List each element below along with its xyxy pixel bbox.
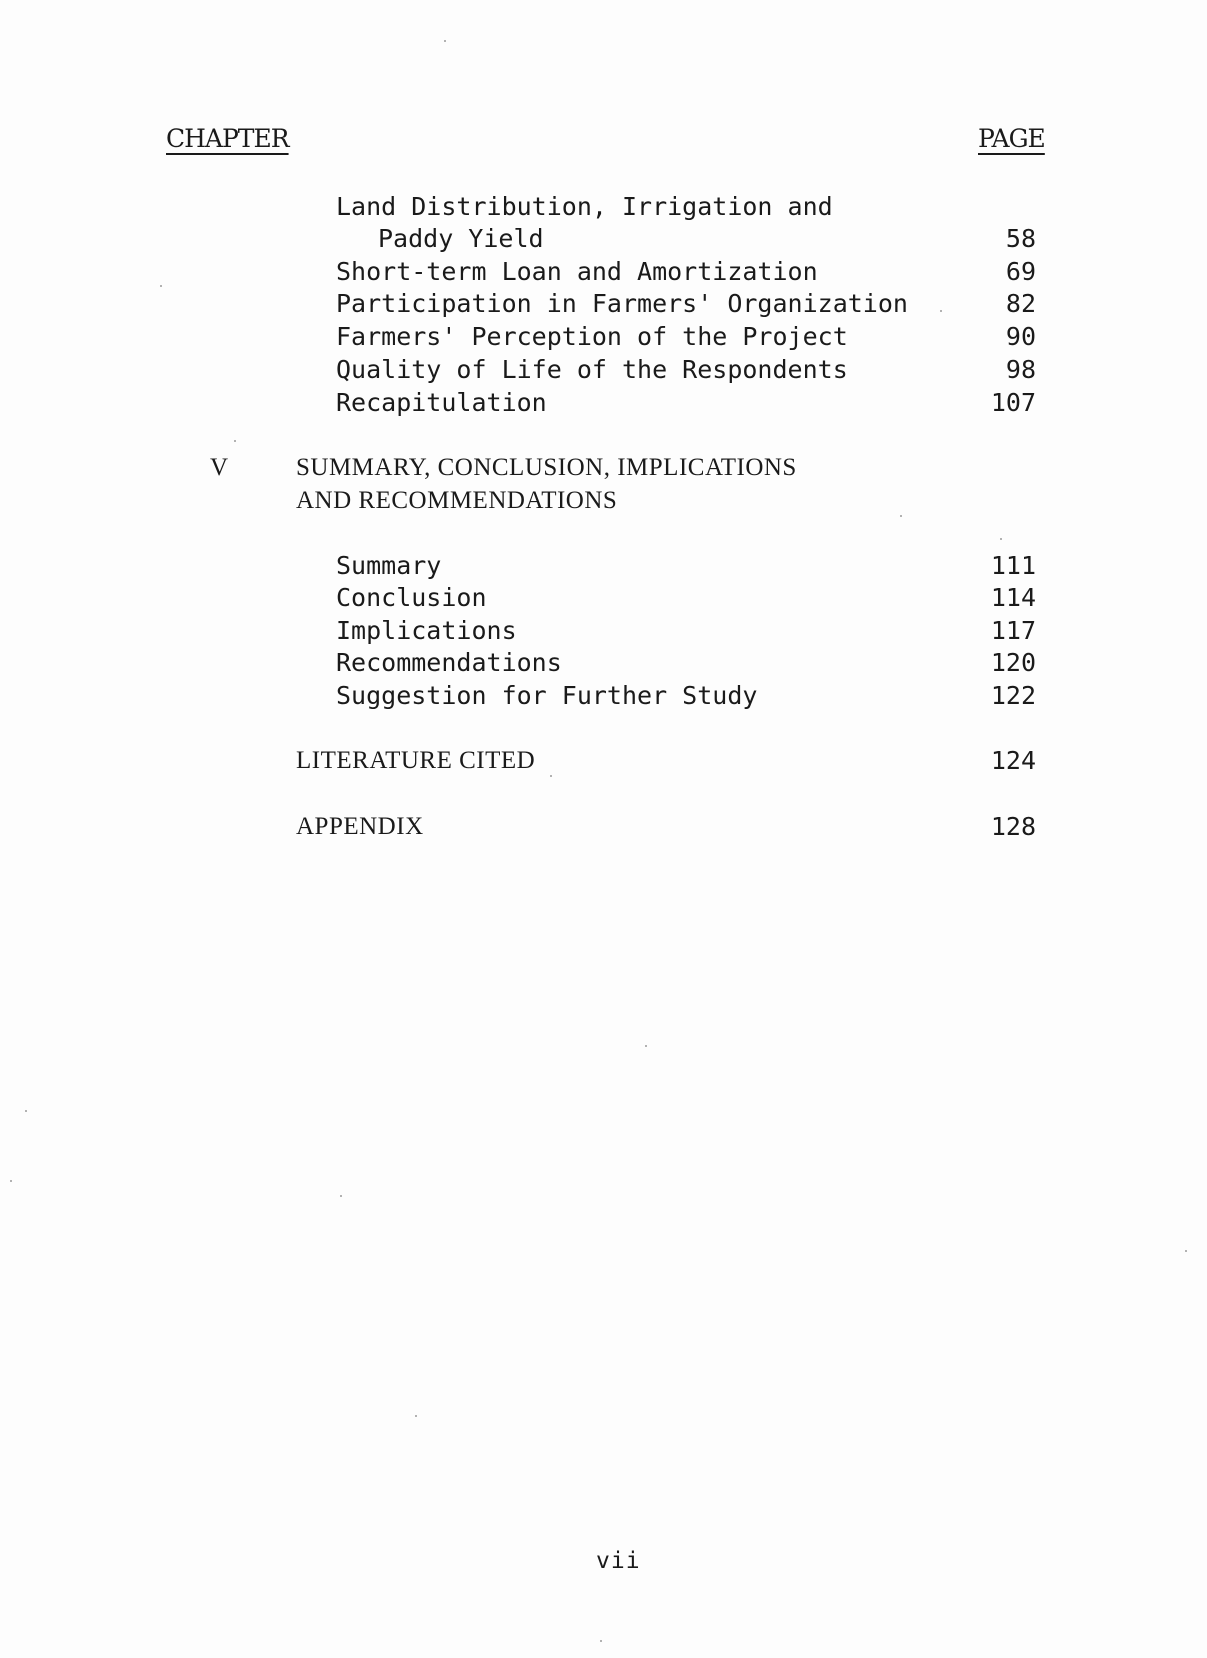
scan-speck — [550, 775, 552, 777]
toc-entry: Short-term Loan and Amortization — [336, 257, 818, 286]
toc-page-number: 122 — [990, 681, 1036, 710]
scan-speck — [1000, 538, 1002, 540]
chapter-numeral: V — [210, 454, 229, 481]
scan-speck — [234, 440, 236, 442]
toc-page-number: 114 — [990, 583, 1036, 612]
toc-page-number: 120 — [990, 648, 1036, 677]
toc-entry: Farmers' Perception of the Project — [336, 322, 848, 351]
scan-speck — [415, 1415, 417, 1417]
scan-speck — [25, 1110, 27, 1112]
scan-speck — [600, 1640, 602, 1642]
toc-page-number: 107 — [990, 388, 1036, 417]
toc-entry: Recommendations — [336, 648, 562, 677]
toc-page-number: 69 — [1005, 257, 1036, 286]
toc-entry: Paddy Yield — [378, 224, 544, 253]
toc-entry: Recapitulation — [336, 388, 547, 417]
toc-page-number: 82 — [1005, 289, 1036, 318]
footer-page-number: vii — [596, 1548, 641, 1574]
chapter-title: AND RECOMMENDATIONS — [296, 487, 618, 514]
toc-page-number: 58 — [1005, 224, 1036, 253]
scan-speck — [1185, 1250, 1187, 1252]
toc-entry: Summary — [336, 551, 442, 580]
toc-entry: Suggestion for Further Study — [336, 681, 758, 710]
back-matter-entry: APPENDIX — [296, 813, 424, 840]
toc-entry: Participation in Farmers' Organization — [336, 289, 908, 318]
chapter-column-header: CHAPTER — [166, 124, 289, 153]
scan-speck — [10, 1180, 12, 1182]
scan-speck — [160, 285, 162, 287]
toc-page-number: 117 — [990, 616, 1036, 645]
toc-page-number: 124 — [990, 746, 1036, 775]
toc-page-number: 128 — [990, 812, 1036, 841]
toc-entry: Land Distribution, Irrigation and — [336, 192, 833, 221]
page-column-header: PAGE — [978, 124, 1045, 153]
toc-entry: Quality of Life of the Respondents — [336, 355, 848, 384]
scan-speck — [340, 1195, 342, 1197]
toc-page-number: 111 — [990, 551, 1036, 580]
toc-page-number: 98 — [1005, 355, 1036, 384]
toc-entry: Implications — [336, 616, 517, 645]
scan-speck — [900, 515, 902, 517]
scan-speck — [645, 1045, 647, 1047]
scan-speck — [940, 310, 942, 312]
back-matter-entry: LITERATURE CITED — [296, 747, 536, 774]
scan-speck — [444, 40, 446, 42]
toc-page-number: 90 — [1005, 322, 1036, 351]
toc-entry: Conclusion — [336, 583, 487, 612]
chapter-title: SUMMARY, CONCLUSION, IMPLICATIONS — [296, 454, 797, 481]
